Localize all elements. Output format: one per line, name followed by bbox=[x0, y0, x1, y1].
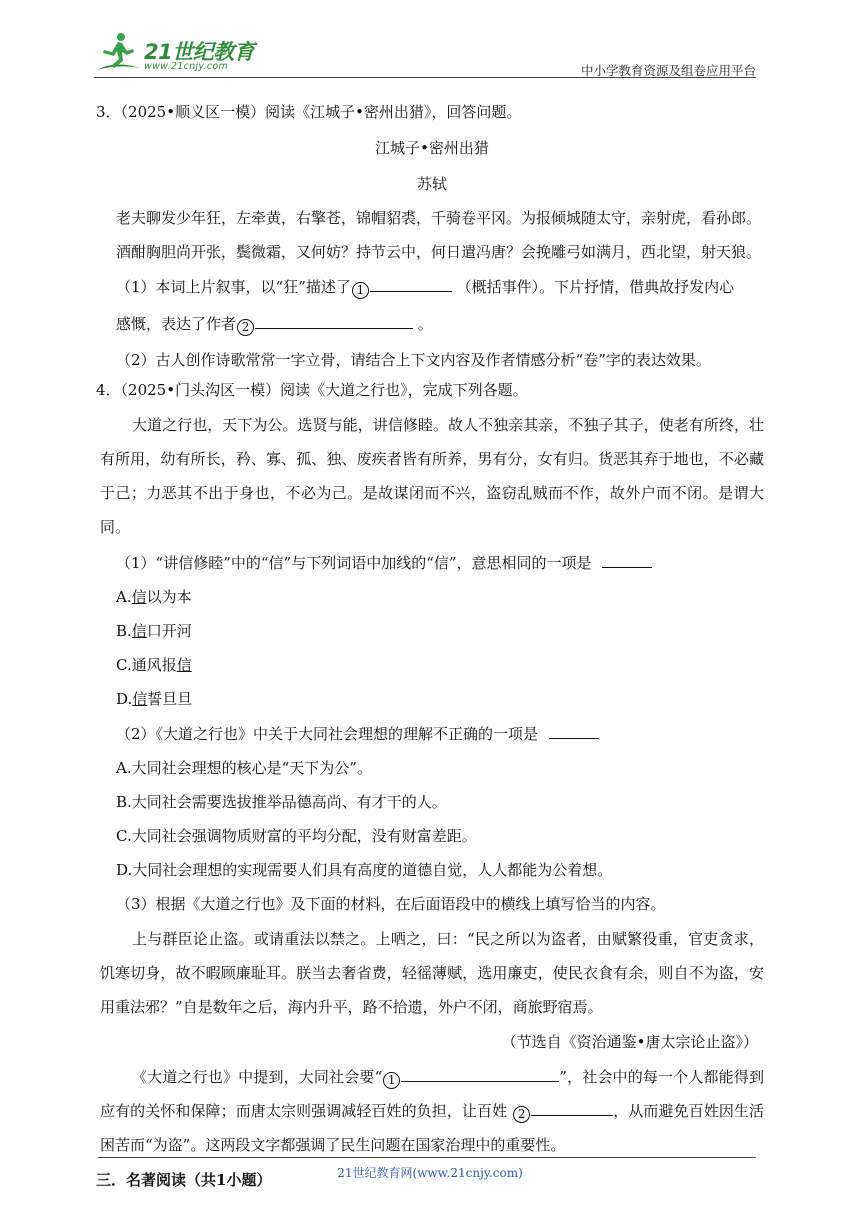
q4-sub1-opt-c[interactable]: C.通风报信 bbox=[116, 656, 192, 674]
q4-sub1-opt-b[interactable]: B.信口开河 bbox=[116, 622, 192, 640]
page-header bbox=[94, 30, 756, 78]
q4-sub2-text: （2）《大道之行也》中关于大同社会理想的理解不正确的一项是 bbox=[116, 725, 539, 743]
q4-fill-text-a: 《大道之行也》中提到，大同社会要“ bbox=[132, 1068, 383, 1086]
q4-passage: 大道之行也，天下为公。选贤与能，讲信修睦。故人不独亲其亲，不独子其子，使老有所终，壮有所用，幼有所长，矜、寡、孤、独、废疾者皆有所养，男有分，女有归。货恶其弃于地也，不必藏于己；力恶其不出于身也，不必为己。是故谋闭而不兴，盗窃乱贼而不作，故外户而不闭。是谓大同。 bbox=[100, 416, 764, 536]
q4-stem: 4．（2025•门头沟区一模）阅读《大道之行也》，完成下列各题。 bbox=[96, 381, 528, 399]
poem-title: 江城子•密州出猎 bbox=[375, 139, 489, 157]
circle-number-1: 1 bbox=[383, 1072, 400, 1089]
underlined-char: 信 bbox=[132, 690, 148, 708]
q4-sub2-opt-d[interactable]: D.大同社会理想的实现需要人们具有高度的道德自觉，人人都能为公着想。 bbox=[116, 861, 613, 879]
q3-sub1-text-a: （1）本词上片叙事，以“狂”描述了 bbox=[116, 278, 351, 296]
answer-blank-2[interactable] bbox=[255, 313, 413, 329]
poem-author: 苏轼 bbox=[416, 175, 447, 193]
footer-rule bbox=[98, 1157, 756, 1158]
answer-blank-1[interactable] bbox=[370, 276, 452, 292]
answer-blank-q4-3[interactable] bbox=[401, 1066, 559, 1082]
answer-blank-q4-4[interactable] bbox=[531, 1100, 613, 1116]
q3-stem: 3．（2025•顺义区一模）阅读《江城子•密州出猎》，回答问题。 bbox=[96, 103, 522, 121]
document-body bbox=[96, 102, 765, 1190]
q3-sub2: （2）古人创作诗歌常常一字立骨，请结合上下文内容及作者情感分析“卷”字的表达效果。 bbox=[116, 351, 711, 369]
q4-sub1 bbox=[100, 552, 764, 573]
logo-url: www.21cnjy.com bbox=[144, 61, 229, 72]
underlined-char: 信 bbox=[176, 656, 192, 674]
q4-sub1-text: （1）“讲信修睦”中的“信”与下列词语中加线的“信”，意思相同的一项是 bbox=[116, 554, 592, 572]
poem-line-2: 酒酣胸胆尚开张，鬓微霜，又何妨？持节云中，何日遣冯唐？会挽雕弓如满月，西北望，射天狼。 bbox=[116, 243, 762, 261]
poem-line-1: 老夫聊发少年狂，左牵黄，右擎苍，锦帽貂裘，千骑卷平冈。为报倾城随太守，亲射虎，看孙郎。 bbox=[116, 209, 762, 227]
q4-sub2-opt-a[interactable]: A.大同社会理想的核心是“天下为公”。 bbox=[116, 759, 372, 777]
q3-sub1-text-c: 感慨，表达了作者 bbox=[116, 315, 237, 333]
section-heading: 三．名著阅读（共1小题） bbox=[96, 1171, 272, 1189]
q4-sub1-opt-a[interactable]: A.信以为本 bbox=[116, 588, 192, 606]
q4-sub2-opt-c[interactable]: C.大同社会强调物质财富的平均分配，没有财富差距。 bbox=[116, 827, 477, 845]
answer-blank-q4-2[interactable] bbox=[549, 723, 599, 739]
q4-fill-text-b: ”，社会中的每一个人都能得到应有的关怀和保障；而唐太宗则强调减轻百姓的负担，让百姓 bbox=[100, 1068, 765, 1120]
q3-sub1-end: 。 bbox=[417, 315, 433, 333]
q4-sub3: （3）根据《大道之行也》及下面的材料，在后面语段中的横线上填写恰当的内容。 bbox=[116, 895, 666, 913]
q4-material: 上与群臣论止盗。或请重法以禁之。上哂之，曰：“民之所以为盗者，由赋繁役重，官吏贪求，饥寒切身，故不暇顾廉耻耳。朕当去奢省费，轻徭薄赋，选用廉吏，使民衣食有余，则自不为盗，安用重法邪？”自是数年之后，海内升平，路不拾遗，外户不闭，商旅野宿焉。 bbox=[100, 930, 764, 1016]
circle-number-1: 1 bbox=[352, 282, 369, 299]
circle-number-2: 2 bbox=[513, 1106, 530, 1123]
page-footer: 21世纪教育网(www.21cnjy.com) bbox=[337, 1166, 523, 1180]
q4-sub1-opt-d[interactable]: D.信誓旦旦 bbox=[116, 690, 193, 708]
runner-logo-icon bbox=[94, 30, 142, 76]
q4-sub2-opt-b[interactable]: B.大同社会需要选拔推举品德高尚、有才干的人。 bbox=[116, 793, 447, 811]
q4-source: （节选自《资治通鉴•唐太宗论止盗》） bbox=[501, 1033, 758, 1051]
header-rule bbox=[94, 77, 756, 78]
q4-fill-text-c: ，从而避免百姓因生活困苦而“为盗”。这两段文字都强调了民生问题在国家治理中的重要性。 bbox=[100, 1102, 764, 1154]
underlined-char: 信 bbox=[131, 588, 147, 606]
q4-sub2 bbox=[100, 723, 764, 744]
logo bbox=[94, 30, 264, 76]
circle-number-2: 2 bbox=[237, 319, 254, 336]
logo-text: 21世纪教育 bbox=[144, 40, 255, 64]
q3-sub1-cont bbox=[100, 313, 764, 336]
answer-blank-q4-1[interactable] bbox=[602, 552, 652, 568]
platform-label: 中小学教育资源及组卷应用平台 bbox=[580, 63, 756, 78]
q3-sub1 bbox=[100, 276, 764, 299]
q3-sub1-text-b: （概括事件）。下片抒情，借典故抒发内心 bbox=[456, 278, 735, 296]
underlined-char: 信 bbox=[131, 622, 147, 640]
q4-fill-paragraph bbox=[100, 1060, 764, 1162]
